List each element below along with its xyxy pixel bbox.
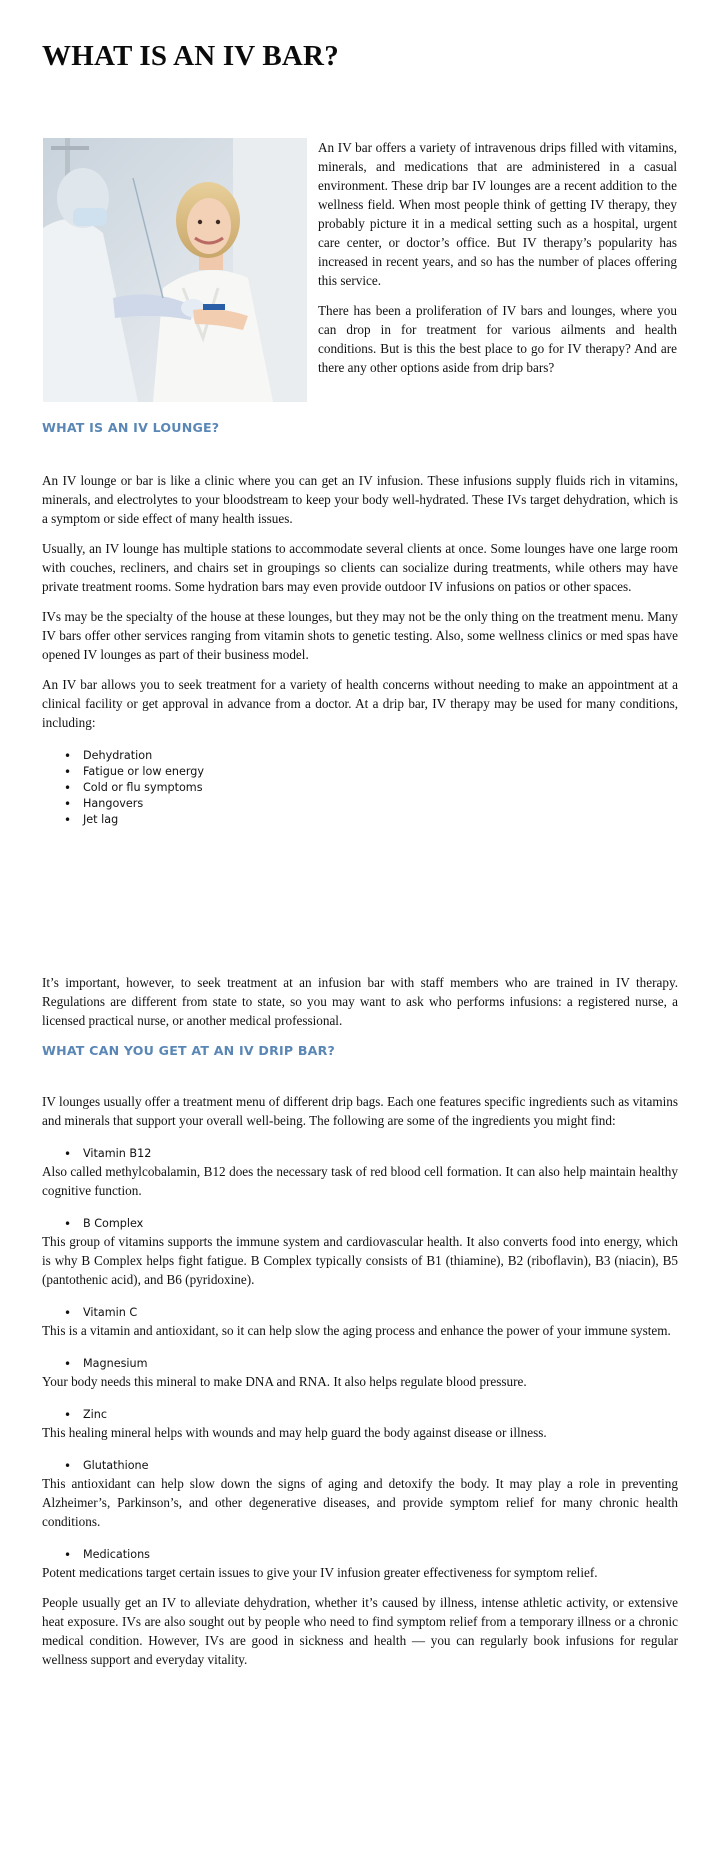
intro-paragraph: There has been a proliferation of IV bars and lounges, where you can drop in for treatment for various ailments and health conditions. But is this the best place to go for IV therapy? And are there any other options aside from drip bars?	[318, 303, 677, 375]
list-item: • Jet lag	[83, 812, 678, 828]
list-item: • B Complex	[83, 1216, 678, 1232]
list-item: • Dehydration	[83, 748, 678, 764]
page-title: WHAT IS AN IV BAR?	[42, 40, 339, 72]
conditions-list	[42, 748, 678, 828]
intro-text	[318, 138, 677, 388]
ingredient-description: Also called methylcobalamin, B12 does the necessary task of red blood cell formation. It can also help maintain healthy cognitive function.	[42, 1164, 678, 1198]
list-item: • Zinc	[83, 1407, 678, 1423]
ingredient-description: This healing mineral helps with wounds and may help guard the body against disease or illness.	[42, 1425, 547, 1440]
body-paragraph: People usually get an IV to alleviate dehydration, whether it’s caused by illness, intense athletic activity, or extensive heat exposure. IVs are also sought out by people who need to find symptom relief from a temporary illness or a chronic medical condition. However, IVs are good in sickness and health — you can regularly book infusions for regular wellness support and everyday vitality.	[42, 1595, 678, 1667]
list-item: • Glutathione	[83, 1458, 678, 1474]
section-drip-bar-body	[42, 1092, 678, 1680]
list-item: • Medications	[83, 1547, 678, 1563]
section-iv-lounge-body	[42, 471, 678, 828]
ingredient-bullet	[42, 1146, 678, 1162]
section-heading-iv-lounge: WHAT IS AN IV LOUNGE?	[42, 420, 220, 435]
ingredient-bullet	[42, 1547, 678, 1563]
body-paragraph: It’s important, however, to seek treatment at an infusion bar with staff members who are trained in IV therapy. Regulations are different from state to state, so you may want to ask who performs infusions: a registered nurse, a licensed practical nurse, or another medical professional.	[42, 975, 678, 1028]
list-item: • Fatigue or low energy	[83, 764, 678, 780]
section-iv-lounge-closing	[42, 973, 678, 1041]
list-item: • Vitamin B12	[83, 1146, 678, 1162]
ingredient-description: This antioxidant can help slow down the signs of aging and detoxify the body. It may play a role in preventing Alzheimer’s, Parkinson’s, and other degenerative diseases, and provide symptom relief for many chronic health conditions.	[42, 1476, 678, 1529]
ingredient-description: Potent medications target certain issues to give your IV infusion greater effectiveness for symptom relief.	[42, 1565, 598, 1580]
list-item: • Vitamin C	[83, 1305, 678, 1321]
intro-paragraph: An IV bar offers a variety of intravenous drips filled with vitamins, minerals, and medications that are administered in a casual environment. These drip bar IV lounges are a recent addition to the wellness field. When most people think of getting IV therapy, they probably picture it in a medical setting such as a hospital, urgent care center, or doctor’s office. But IV therapy’s popularity has increased in recent years, and so has the number of places offering this service.	[318, 140, 677, 288]
list-item: • Cold or flu symptoms	[83, 780, 678, 796]
ingredient-bullet	[42, 1305, 678, 1321]
body-paragraph: Usually, an IV lounge has multiple stations to accommodate several clients at once. Some lounges have one large room with couches, recliners, and chairs set in groupings so clients can socialize during treatments, while others may have private treatment rooms. Some hydration bars may even provide outdoor IV infusions on patios or other spaces.	[42, 541, 678, 594]
body-paragraph: IV lounges usually offer a treatment menu of different drip bags. Each one features specific ingredients such as vitamins and minerals that support your overall well-being. The following are some of the ingredients you might find:	[42, 1094, 678, 1128]
body-paragraph: An IV lounge or bar is like a clinic where you can get an IV infusion. These infusions supply fluids rich in vitamins, minerals, and electrolytes to your bloodstream to keep your body well-hydrated. These IVs target dehydration, which is a symptom or side effect of many health issues.	[42, 473, 678, 526]
section-heading-drip-bar: WHAT CAN YOU GET AT AN IV DRIP BAR?	[42, 1043, 336, 1058]
ingredient-description: This is a vitamin and antioxidant, so it can help slow the aging process and enhance the power of your immune system.	[42, 1323, 671, 1338]
iv-therapy-illustration	[43, 138, 307, 402]
ingredient-bullet	[42, 1407, 678, 1423]
list-item: • Magnesium	[83, 1356, 678, 1372]
ingredient-description: This group of vitamins supports the immune system and cardiovascular health. It also converts food into energy, which is why B Complex helps fight fatigue. B Complex typically consists of B1 (thiamine), B2 (riboflavin), B3 (niacin), B5 (pantothenic acid), and B6 (pyridoxine).	[42, 1234, 678, 1287]
ingredient-description: Your body needs this mineral to make DNA and RNA. It also helps regulate blood pressure.	[42, 1374, 527, 1389]
ingredient-bullet	[42, 1458, 678, 1474]
list-item: • Hangovers	[83, 796, 678, 812]
ingredient-bullet	[42, 1356, 678, 1372]
ingredient-bullet	[42, 1216, 678, 1232]
body-paragraph: An IV bar allows you to seek treatment for a variety of health concerns without needing to make an appointment at a clinical facility or get approval in advance from a doctor. At a drip bar, IV therapy may be used for many conditions, including:	[42, 677, 678, 730]
body-paragraph: IVs may be the specialty of the house at these lounges, but they may not be the only thing on the treatment menu. Many IV bars offer other services ranging from vitamin shots to genetic testing. Also, some wellness clinics or med spas have opened IV lounges as part of their business model.	[42, 609, 678, 662]
nurse-patient-photo	[43, 138, 307, 402]
